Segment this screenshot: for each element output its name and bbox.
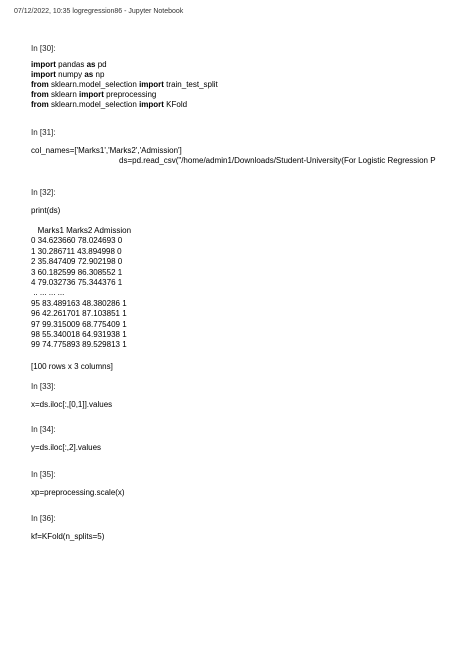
code-text: train_test_split (163, 80, 218, 89)
output-line: Marks1 Marks2 Admission (31, 226, 132, 235)
code-text: preprocessing (103, 90, 157, 99)
cell-code[interactable] (31, 60, 218, 110)
code-cell-35[interactable] (31, 470, 125, 498)
keyword: from (31, 80, 49, 89)
code-line: ds=pd.read_csv("/home/admin1/Downloads/Student-University(For Logistic Regression P (119, 156, 436, 165)
cell-prompt: In [32]: (31, 188, 56, 197)
code-text: pd (95, 60, 107, 69)
cell-prompt: In [36]: (31, 514, 56, 523)
code-text: sklearn.model_selection (48, 100, 140, 109)
output-line: .. ... ... ... (31, 288, 65, 298)
code-text: sklearn.model_selection (48, 80, 140, 89)
code-cell-36[interactable] (31, 514, 104, 542)
cell-prompt: In [31]: (31, 128, 56, 137)
code-text: np (93, 70, 105, 79)
output-line: 97 99.315009 68.775409 1 (31, 319, 127, 329)
keyword: import (79, 90, 104, 99)
keyword: from (31, 90, 49, 99)
cell-code[interactable] (31, 146, 436, 166)
code-text: KFold (163, 100, 188, 109)
cell-prompt: In [33]: (31, 382, 56, 391)
output-line: 4 79.032736 75.344376 1 (31, 278, 123, 288)
code-cell-30[interactable] (31, 44, 218, 110)
code-line (31, 70, 218, 80)
keyword: from (31, 100, 49, 109)
cell-prompt: In [34]: (31, 425, 56, 434)
code-cell-34[interactable] (31, 425, 101, 453)
keyword: import (31, 70, 56, 79)
output-line: 99 74.775893 89.529813 1 (31, 340, 127, 350)
cell-code[interactable]: xp=preprocessing.scale(x) (31, 488, 125, 497)
cell-code[interactable]: print(ds) (31, 206, 61, 215)
code-text: sklearn (48, 90, 80, 99)
code-cell-31[interactable] (31, 128, 436, 166)
print-header: 07/12/2022, 10:35 logregression86 - Jupyter Notebook (14, 8, 184, 15)
code-text: numpy (55, 70, 85, 79)
output-line: 1 30.286711 43.894998 0 (31, 246, 122, 256)
code-text: pandas (55, 60, 87, 69)
output-line: 96 42.261701 87.103851 1 (31, 309, 127, 319)
keyword: import (139, 80, 164, 89)
code-cell-32[interactable] (31, 188, 131, 372)
cell-prompt: In [35]: (31, 470, 56, 479)
code-line (31, 60, 218, 70)
keyword: as (86, 60, 96, 69)
output-line: 98 55.340018 64.931938 1 (31, 330, 127, 340)
cell-code[interactable]: y=ds.iloc[:,2].values (31, 443, 102, 452)
cell-code[interactable]: kf=KFold(n_splits=5) (31, 532, 105, 541)
output-line: 0 34.623660 78.024693 0 (31, 236, 123, 246)
code-line (31, 80, 218, 90)
cell-code[interactable]: x=ds.iloc[:,[0,1]].values (31, 400, 113, 409)
cell-output (31, 226, 131, 372)
output-line: 2 35.847409 72.902198 0 (31, 257, 123, 267)
code-cell-33[interactable] (31, 382, 112, 410)
code-line (31, 90, 218, 100)
cell-prompt: In [30]: (31, 44, 56, 53)
keyword: import (31, 60, 56, 69)
output-summary: [100 rows x 3 columns] (31, 361, 113, 371)
code-line (31, 100, 218, 110)
code-line: col_names=['Marks1','Marks2','Admission'] (31, 146, 182, 155)
keyword: import (139, 100, 164, 109)
output-line: 95 83.489163 48.380286 1 (31, 298, 127, 308)
output-line: 3 60.182599 86.308552 1 (31, 267, 123, 277)
keyword: as (84, 70, 94, 79)
